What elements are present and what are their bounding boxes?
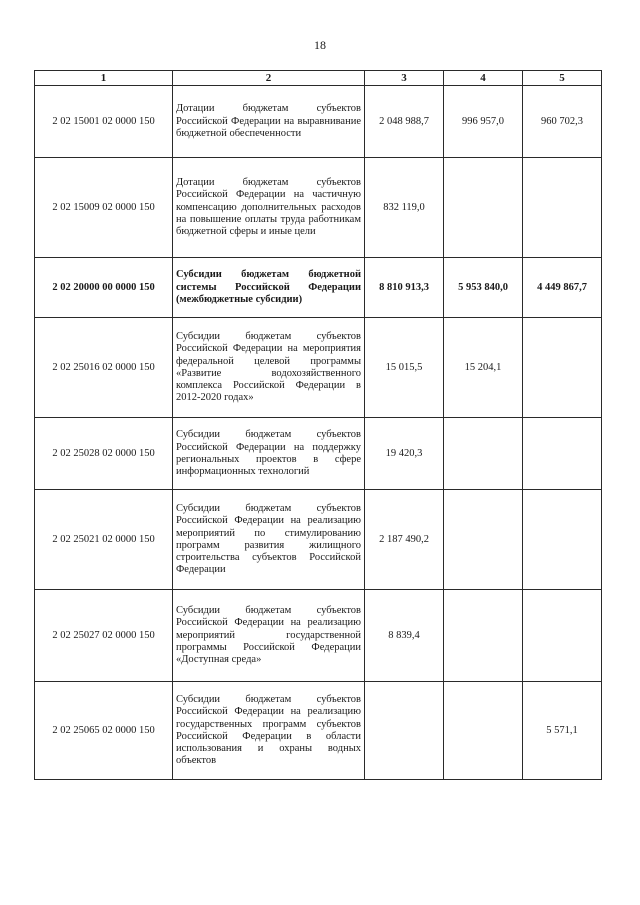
row-col5-value — [523, 590, 602, 682]
row-col4-value: 5 953 840,0 — [444, 258, 523, 318]
row-code: 2 02 20000 00 0000 150 — [35, 258, 173, 318]
row-col5-value — [523, 318, 602, 418]
row-col3-value: 2 187 490,2 — [365, 490, 444, 590]
row-col5-value: 960 702,3 — [523, 86, 602, 158]
row-description: Субсидии бюджетам субъектов Российской Федерации на реализацию мероприятий государственной программы Российской Федерации «Доступная среда» — [173, 590, 365, 682]
table-row — [35, 490, 602, 590]
row-col3-value: 2 048 988,7 — [365, 86, 444, 158]
row-col5-value — [523, 418, 602, 490]
row-code: 2 02 25016 02 0000 150 — [35, 318, 173, 418]
table-row — [35, 682, 602, 780]
table-row — [35, 418, 602, 490]
page-number: 18 — [314, 38, 326, 52]
table-row-total — [35, 258, 602, 318]
row-description: Дотации бюджетам субъектов Российской Федерации на частичную компенсацию дополнительных расходов на повышение оплаты труда работникам бюджетной сферы и иные цели — [173, 158, 365, 258]
table-row — [35, 318, 602, 418]
header-row — [35, 71, 602, 86]
header-col-2: 2 — [173, 71, 365, 86]
row-col3-value: 8 839,4 — [365, 590, 444, 682]
row-col4-value — [444, 490, 523, 590]
row-col4-value: 15 204,1 — [444, 318, 523, 418]
row-code: 2 02 15009 02 0000 150 — [35, 158, 173, 258]
row-code: 2 02 25021 02 0000 150 — [35, 490, 173, 590]
row-col3-value — [365, 682, 444, 780]
row-col3-value: 15 015,5 — [365, 318, 444, 418]
budget-table — [34, 70, 602, 780]
row-code: 2 02 25065 02 0000 150 — [35, 682, 173, 780]
row-col5-value: 4 449 867,7 — [523, 258, 602, 318]
row-col5-value — [523, 158, 602, 258]
table-row — [35, 590, 602, 682]
header-col-1: 1 — [35, 71, 173, 86]
row-col4-value — [444, 590, 523, 682]
header-col-4: 4 — [444, 71, 523, 86]
row-description: Субсидии бюджетам субъектов Российской Федерации на поддержку региональных проектов в сфере информационных технологий — [173, 418, 365, 490]
row-col4-value — [444, 418, 523, 490]
row-description: Субсидии бюджетам субъектов Российской Федерации на мероприятия федеральной целевой программы «Развитие водохозяйственного комплекса Российской Федерации в 2012-2020 годах» — [173, 318, 365, 418]
row-col4-value — [444, 682, 523, 780]
row-col3-value: 19 420,3 — [365, 418, 444, 490]
table-row — [35, 86, 602, 158]
row-description: Дотации бюджетам субъектов Российской Федерации на выравнивание бюджетной обеспеченности — [173, 86, 365, 158]
row-description: Субсидии бюджетам субъектов Российской Федерации на реализацию государственных программ субъектов Российской Федерации в области использования и охраны водных объектов — [173, 682, 365, 780]
row-col3-value: 832 119,0 — [365, 158, 444, 258]
row-code: 2 02 25027 02 0000 150 — [35, 590, 173, 682]
row-description: Субсидии бюджетам бюджетной системы Российской Федерации (межбюджетные субсидии) — [173, 258, 365, 318]
row-description: Субсидии бюджетам субъектов Российской Федерации на реализацию мероприятий по стимулированию программ развития жилищного строительства субъектов Российской Федерации — [173, 490, 365, 590]
table-row — [35, 158, 602, 258]
row-col5-value: 5 571,1 — [523, 682, 602, 780]
row-col4-value — [444, 158, 523, 258]
row-col3-value: 8 810 913,3 — [365, 258, 444, 318]
header-col-5: 5 — [523, 71, 602, 86]
row-code: 2 02 25028 02 0000 150 — [35, 418, 173, 490]
row-col4-value: 996 957,0 — [444, 86, 523, 158]
row-col5-value — [523, 490, 602, 590]
header-col-3: 3 — [365, 71, 444, 86]
row-code: 2 02 15001 02 0000 150 — [35, 86, 173, 158]
